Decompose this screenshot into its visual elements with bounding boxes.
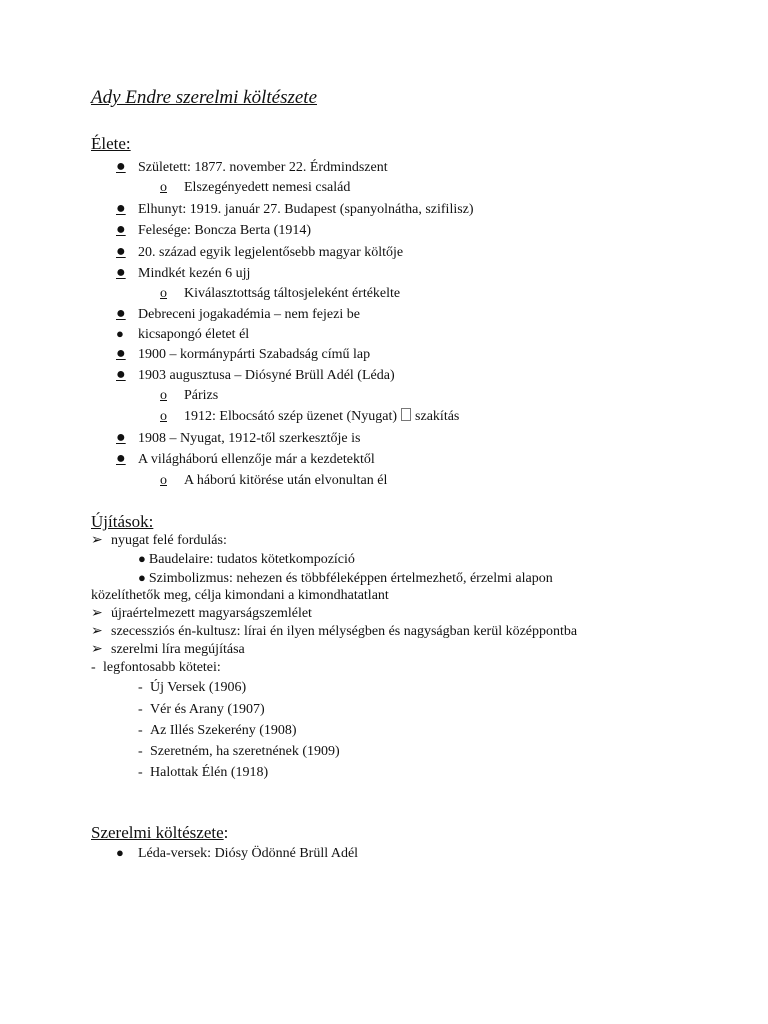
arrow-item-text: nyugat felé fordulás: [111, 533, 227, 548]
list-item [116, 221, 311, 240]
list-item-text-tail: szakítás [415, 409, 460, 424]
volume-item [138, 764, 268, 782]
arrow-icon: ➢ [91, 642, 103, 657]
dash-marker: - [138, 680, 143, 695]
list-item-text: Született: 1877. november 22. Érdmindszent [138, 160, 388, 175]
sub-bullet-marker: o [160, 473, 167, 488]
arrow-item [91, 623, 577, 641]
bullet-marker: ● [116, 158, 126, 175]
list-item-text: A világháború ellenzője már a kezdetektől [138, 452, 375, 467]
bullet-marker: ● [116, 345, 126, 362]
section-heading-text: Szerelmi költészete [91, 823, 224, 842]
list-item [116, 325, 249, 344]
list-item [138, 569, 553, 588]
bullet-marker: ● [116, 450, 126, 467]
document-title: Ady Endre szerelmi költészete [91, 87, 317, 108]
list-item-text: kicsapongó életet él [138, 327, 250, 342]
list-subitem [160, 285, 400, 303]
section-heading-elete: Élete: [91, 134, 131, 153]
arrow-item [91, 605, 312, 623]
sub-bullet-marker: o [160, 180, 167, 195]
sub-bullet-marker: o [160, 388, 167, 403]
list-item-text: Léda-versek: Diósy Ödönné Brüll Adél [138, 846, 359, 861]
list-item-text: Debreceni jogakadémia – nem fejezi be [138, 307, 360, 322]
list-item-continuation: közelíthetők meg, célja kimondani a kimondhatatlant [91, 588, 389, 603]
list-item [116, 200, 474, 219]
bullet-marker: ● [138, 570, 146, 585]
list-item [116, 158, 388, 177]
bullet-marker: ● [138, 551, 146, 566]
list-item-text: 1903 augusztusa – Diósyné Brüll Adél (Léda) [138, 368, 395, 383]
volume-title: Szeretném, ha szeretnének (1909) [150, 744, 340, 759]
list-item [116, 450, 375, 469]
bullet-marker: ● [116, 243, 126, 260]
section-heading-szerelmi [91, 823, 228, 843]
sub-bullet-marker: o [160, 286, 167, 301]
list-subitem [160, 387, 218, 405]
arrow-icon: ➢ [91, 624, 103, 639]
list-item [116, 264, 250, 283]
volume-item [138, 701, 265, 719]
list-item [138, 550, 355, 569]
list-item-text: Baudelaire: tudatos kötetkompozíció [148, 552, 355, 567]
list-item [116, 366, 395, 385]
arrow-item [91, 532, 227, 550]
arrow-item [91, 641, 245, 659]
dash-marker: - [138, 723, 143, 738]
list-item-text: Felesége: Boncza Berta (1914) [138, 223, 311, 238]
dash-item-text: legfontosabb kötetei: [103, 660, 221, 675]
list-item [116, 243, 403, 262]
volume-title: Új Versek (1906) [150, 680, 247, 695]
list-item [116, 305, 360, 324]
dash-marker: - [138, 765, 143, 780]
list-item-text: Szimbolizmus: nehezen és többféleképpen értelmezhető, érzelmi alapon [148, 571, 553, 586]
bullet-marker: ● [116, 221, 126, 238]
list-item-text: 1912: Elbocsátó szép üzenet (Nyugat) [184, 409, 398, 424]
list-subitem [160, 179, 350, 197]
volume-title: Az Illés Szekerény (1908) [150, 723, 297, 738]
dash-marker: - [91, 660, 96, 675]
list-item [116, 429, 360, 448]
dash-marker: - [138, 702, 143, 717]
volume-item [138, 722, 297, 740]
list-item [116, 844, 358, 863]
bullet-marker: ● [116, 429, 126, 446]
bullet-marker: ● [116, 366, 126, 383]
arrow-icon: ➢ [91, 533, 103, 548]
bullet-marker: ● [116, 326, 124, 341]
list-item-text: 1900 – kormánypárti Szabadság című lap [138, 347, 371, 362]
sub-bullet-marker: o [160, 409, 167, 424]
volume-title: Halottak Élén (1918) [150, 765, 269, 780]
list-item-text: 1908 – Nyugat, 1912-től szerkesztője is [138, 431, 361, 446]
list-item-text: Kiválasztottság táltosjeleként értékelte [184, 286, 401, 301]
list-subitem [160, 472, 387, 490]
section-heading-ujitasok: Újítások: [91, 512, 154, 531]
missing-glyph-icon [401, 408, 411, 421]
list-item-text: Párizs [184, 388, 219, 403]
list-item-text: Mindkét kezén 6 ujj [138, 266, 251, 281]
bullet-marker: ● [116, 845, 124, 860]
volume-item [138, 679, 246, 697]
list-item [116, 345, 370, 364]
arrow-item-text: újraértelmezett magyarságszemlélet [111, 606, 312, 621]
list-item-text: A háború kitörése után elvonultan él [184, 473, 388, 488]
arrow-item-text: szecessziós én-kultusz: lírai én ilyen mélységben és nagyságban kerül középpontba [111, 624, 578, 639]
dash-marker: - [138, 744, 143, 759]
volume-item [138, 743, 340, 761]
arrow-icon: ➢ [91, 606, 103, 621]
volume-title: Vér és Arany (1907) [150, 702, 265, 717]
bullet-marker: ● [116, 200, 126, 217]
bullet-marker: ● [116, 264, 126, 281]
list-subitem [160, 408, 459, 426]
list-item-text: Elszegényedett nemesi család [184, 180, 351, 195]
bullet-marker: ● [116, 305, 126, 322]
dash-item [91, 659, 221, 677]
list-item-text: Elhunyt: 1919. január 27. Budapest (spanyolnátha, szifilisz) [138, 202, 474, 217]
arrow-item-text: szerelmi líra megújítása [111, 642, 245, 657]
heading-colon: : [223, 823, 229, 842]
list-item-text: 20. század egyik legjelentősebb magyar költője [138, 245, 404, 260]
